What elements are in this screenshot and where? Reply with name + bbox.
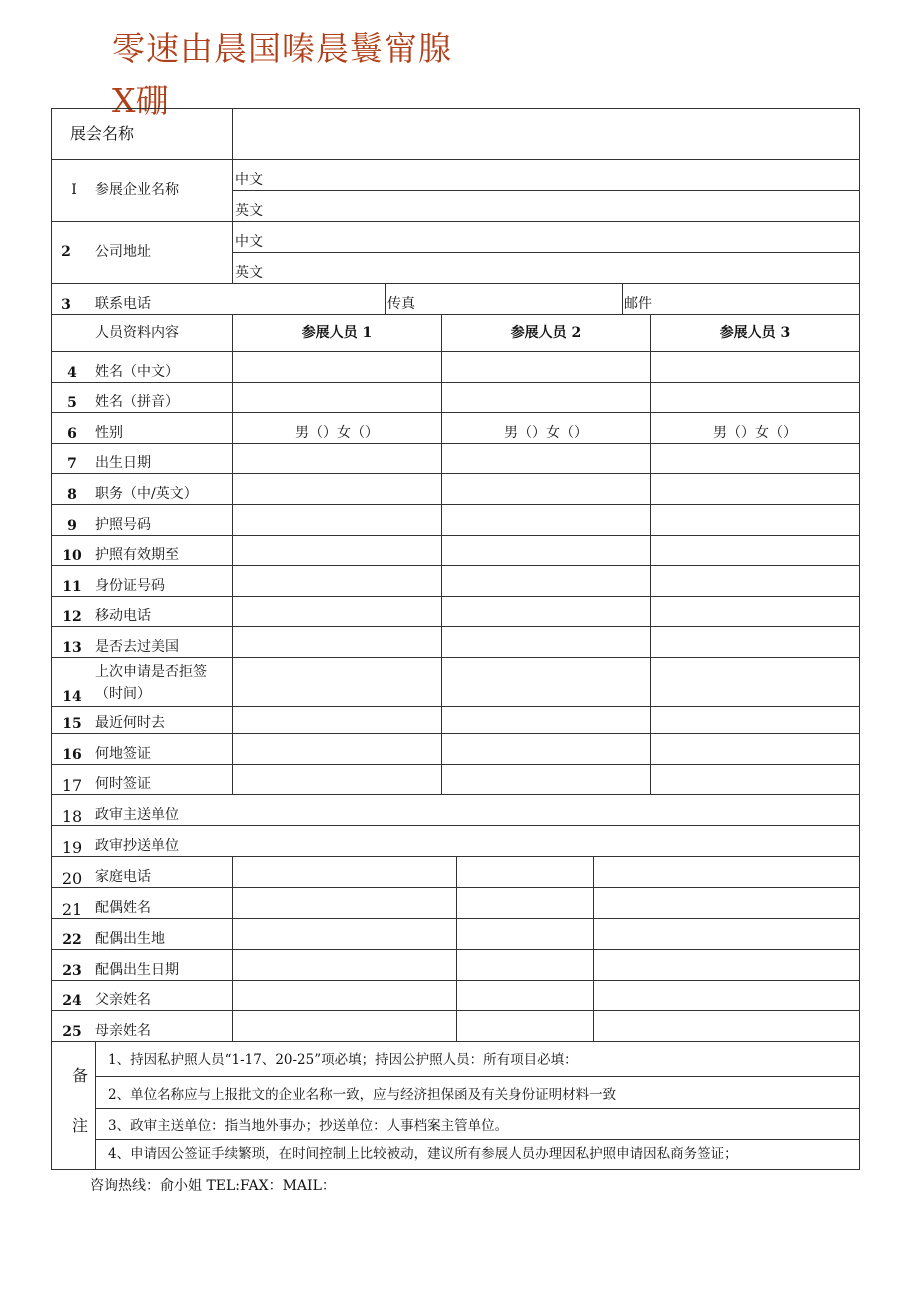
- participant-2-input[interactable]: [443, 445, 649, 472]
- row-number: 20: [61, 869, 83, 888]
- participant-3-input[interactable]: [652, 735, 858, 763]
- participant-1-input[interactable]: [234, 567, 440, 595]
- row-number: 10: [62, 548, 82, 564]
- participant-3-input[interactable]: [652, 537, 858, 564]
- participant-2-input[interactable]: [458, 982, 592, 1009]
- field-label: 性别: [95, 425, 123, 441]
- participant-1-input[interactable]: [234, 475, 440, 503]
- participant-1-header: 参展人员 1: [301, 325, 373, 341]
- row-number: 18: [61, 807, 83, 826]
- gender-options[interactable]: 男（）女（）: [504, 425, 588, 441]
- phone-label: 联系电话: [95, 296, 151, 312]
- participant-3-input[interactable]: [595, 951, 858, 979]
- participant-1-input[interactable]: [234, 735, 440, 763]
- document-title: 零速由晨国嗪晨鬟甯腺: [112, 29, 452, 68]
- participant-2-input[interactable]: [443, 537, 649, 564]
- row-number: 5: [67, 395, 77, 411]
- row-number: 15: [62, 716, 82, 732]
- participant-2-input[interactable]: [443, 506, 649, 534]
- row-number: 11: [62, 579, 82, 595]
- participant-1-input[interactable]: [234, 951, 455, 979]
- gender-options[interactable]: 男（）女（）: [295, 425, 379, 441]
- field-label: 政审主送单位: [95, 807, 179, 823]
- participant-3-header: 参展人员 3: [719, 325, 791, 341]
- phone-field[interactable]: [160, 285, 383, 313]
- gender-options[interactable]: 男（）女（）: [713, 425, 797, 441]
- field-label: 身份证号码: [95, 578, 165, 594]
- company-cn-field[interactable]: [268, 161, 858, 189]
- row-number: 8: [67, 487, 77, 503]
- field-label: 职务（中/英文）: [95, 486, 198, 502]
- field-label: 上次申请是否拒签: [95, 664, 207, 680]
- participant-2-input[interactable]: [443, 659, 649, 705]
- participant-1-input[interactable]: [234, 982, 455, 1009]
- row-number: 24: [62, 993, 82, 1009]
- participant-3-input[interactable]: [652, 766, 858, 793]
- participant-1-input[interactable]: [234, 628, 440, 656]
- participant-1-input[interactable]: [234, 445, 440, 472]
- field-label: 家庭电话: [95, 869, 151, 885]
- participant-3-input[interactable]: [652, 628, 858, 656]
- field-label: 姓名（拼音）: [95, 394, 179, 410]
- participant-3-input[interactable]: [595, 920, 858, 948]
- address-en-label: 英文: [235, 265, 263, 281]
- note-item: 2、单位名称应与上报批文的企业名称一致，应与经济担保函及有关身份证明材料一致: [108, 1087, 617, 1103]
- participant-1-input[interactable]: [234, 537, 440, 564]
- participant-2-input[interactable]: [458, 951, 592, 979]
- participant-3-input[interactable]: [652, 506, 858, 534]
- participant-1-input[interactable]: [234, 708, 440, 732]
- participant-2-input[interactable]: [443, 384, 649, 411]
- fax-label: 传真: [387, 296, 415, 312]
- participant-2-input[interactable]: [443, 735, 649, 763]
- field-label: 母亲姓名: [95, 1023, 151, 1039]
- participant-3-input[interactable]: [652, 567, 858, 595]
- field-label: 何时签证: [95, 776, 151, 792]
- participant-2-header: 参展人员 2: [510, 325, 582, 341]
- row-number: 17: [61, 776, 83, 795]
- participant-3-input[interactable]: [652, 598, 858, 625]
- field-label: 配偶姓名: [95, 900, 151, 916]
- field-label: 是否去过美国: [95, 639, 179, 655]
- participant-3-input[interactable]: [595, 858, 858, 886]
- participant-3-input[interactable]: [652, 353, 858, 381]
- field-label: 护照号码: [95, 517, 151, 533]
- participant-3-input[interactable]: [595, 982, 858, 1009]
- row-number-3: 3: [61, 297, 71, 313]
- participant-3-input[interactable]: [595, 1012, 858, 1040]
- row-number: 22: [62, 932, 82, 948]
- field-input[interactable]: [234, 796, 858, 824]
- note-item: 3、政审主送单位：指当地外事办；抄送单位：人事档案主管单位。: [108, 1118, 509, 1134]
- row-number: 4: [67, 365, 77, 381]
- row-number: 23: [62, 963, 82, 979]
- row-number: 19: [61, 838, 83, 857]
- row-number: 6: [67, 426, 77, 442]
- row-number: 16: [62, 747, 82, 763]
- hotline-footer: 咨询热线：俞小姐 TEL:FAX：MAIL：: [90, 1178, 336, 1194]
- address-en-field[interactable]: [268, 254, 858, 282]
- row-number: 13: [62, 640, 82, 656]
- participant-1-input[interactable]: [234, 1012, 455, 1040]
- row-number: 25: [62, 1024, 82, 1040]
- row-number: 14: [62, 689, 82, 705]
- participant-3-input[interactable]: [652, 659, 858, 705]
- fax-field[interactable]: [420, 285, 620, 313]
- address-label: 公司地址: [95, 244, 151, 260]
- field-label: 移动电话: [95, 608, 151, 624]
- document-title-continued: X硼: [112, 81, 169, 120]
- participant-1-input[interactable]: [234, 659, 440, 705]
- participant-3-input[interactable]: [595, 889, 858, 917]
- company-name-label: 参展企业名称: [95, 182, 179, 198]
- participant-3-input[interactable]: [652, 445, 858, 472]
- field-label: 护照有效期至: [95, 547, 179, 563]
- field-label: 父亲姓名: [95, 992, 151, 1008]
- participant-2-input[interactable]: [458, 858, 592, 886]
- participant-2-input[interactable]: [443, 708, 649, 732]
- address-cn-label: 中文: [235, 234, 263, 250]
- company-en-field[interactable]: [268, 192, 858, 220]
- row-number-1: I: [71, 182, 77, 198]
- field-label: 姓名（中文）: [95, 364, 179, 380]
- notes-label-top: 备: [72, 1066, 89, 1085]
- field-label: 何地签证: [95, 746, 151, 762]
- participant-1-input[interactable]: [234, 353, 440, 381]
- participant-1-input[interactable]: [234, 889, 455, 917]
- participant-1-input[interactable]: [234, 506, 440, 534]
- address-cn-field[interactable]: [268, 223, 858, 251]
- expo-name-label: 展会名称: [70, 124, 135, 143]
- participant-2-input[interactable]: [443, 567, 649, 595]
- row-number: 7: [67, 456, 77, 472]
- row-number-2: 2: [61, 244, 71, 260]
- personnel-content-label: 人员资料内容: [95, 325, 179, 341]
- participant-1-input[interactable]: [234, 384, 440, 411]
- participant-2-input[interactable]: [458, 1012, 592, 1040]
- expo-name-field[interactable]: [234, 110, 858, 158]
- field-label: 配偶出生地: [95, 931, 165, 947]
- field-input[interactable]: [234, 827, 858, 855]
- participant-2-input[interactable]: [458, 920, 592, 948]
- field-label: 政审抄送单位: [95, 838, 179, 854]
- participant-2-input[interactable]: [443, 628, 649, 656]
- participant-2-input[interactable]: [443, 475, 649, 503]
- participant-1-input[interactable]: [234, 766, 440, 793]
- company-cn-label: 中文: [235, 172, 263, 188]
- row-number: 9: [67, 518, 77, 534]
- participant-3-input[interactable]: [652, 475, 858, 503]
- notes-label-bottom: 注: [72, 1116, 89, 1135]
- participant-1-input[interactable]: [234, 920, 455, 948]
- company-en-label: 英文: [235, 203, 263, 219]
- participant-2-input[interactable]: [458, 889, 592, 917]
- mail-label: 邮件: [624, 296, 652, 312]
- participant-3-input[interactable]: [652, 708, 858, 732]
- field-label: 出生日期: [95, 455, 151, 471]
- participant-1-input[interactable]: [234, 598, 440, 625]
- participant-1-input[interactable]: [234, 858, 455, 886]
- participant-2-input[interactable]: [443, 598, 649, 625]
- field-label-note: （时间）: [95, 686, 151, 702]
- participant-2-input[interactable]: [443, 353, 649, 381]
- row-number: 21: [61, 900, 83, 919]
- field-label: 配偶出生日期: [95, 962, 179, 978]
- note-item: 4、申请因公签证手续繁琐，在时间控制上比较被动，建议所有参展人员办理因私护照申请因私商务签证；: [108, 1146, 738, 1162]
- row-number: 12: [62, 609, 82, 625]
- mail-field[interactable]: [658, 285, 858, 313]
- note-item: 1、持因私护照人员“1-17、20-25”项必填；持因公护照人员：所有项目必填：: [108, 1052, 578, 1068]
- field-label: 最近何时去: [95, 715, 165, 731]
- participant-3-input[interactable]: [652, 384, 858, 411]
- participant-2-input[interactable]: [443, 766, 649, 793]
